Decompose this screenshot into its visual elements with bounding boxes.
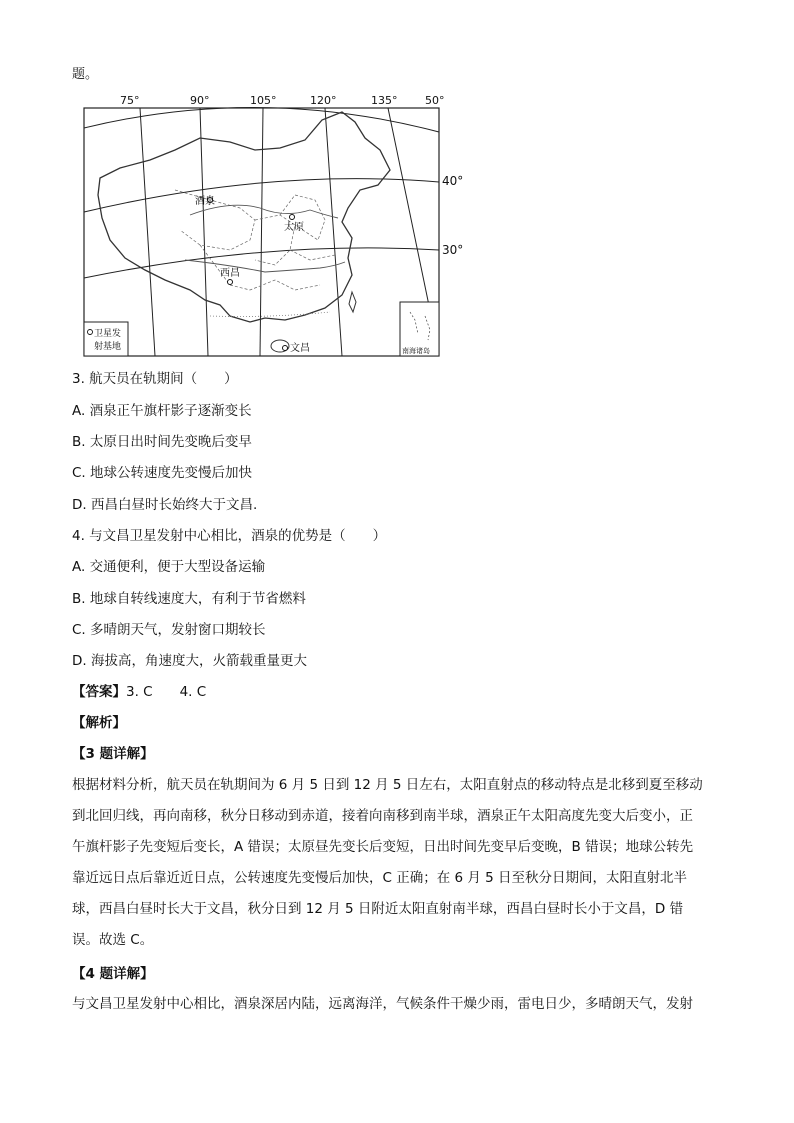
detail4-body xyxy=(72,989,722,1020)
q4-option-c: C. 多晴朗天气，发射窗口期较长 xyxy=(72,622,266,638)
question-fragment: 题。 xyxy=(72,67,99,82)
q4-stem: 4. 与文昌卫星发射中心相比，酒泉的优势是（ ） xyxy=(72,528,387,544)
inset-label: 南海诸岛 xyxy=(402,347,430,355)
detail3-line: 误。故选 C。 xyxy=(72,932,154,948)
detail3-title: 【3 题详解】 xyxy=(72,746,154,762)
lat-label-30: 30° xyxy=(442,243,464,257)
legend-line-1: 卫星发 xyxy=(94,329,122,339)
q4-option-d: D. 海拔高，角速度大，火箭载重量更大 xyxy=(72,653,307,669)
detail3-line: 靠近远日点后靠近近日点，公转速度先变慢后加快，C 正确；在 6 月 5 日至秋分日期间，太阳直射北半 xyxy=(72,870,688,886)
q3-option-c: C. 地球公转速度先变慢后加快 xyxy=(72,465,253,481)
city-taiyuan: 太原 xyxy=(284,222,304,233)
lat-label-40: 40° xyxy=(442,174,464,188)
detail3-line: 午旗杆影子先变短后变长，A 错误；太原昼先变长后变短，日出时间先变早后变晚，B 错误；地球公转先 xyxy=(72,839,694,855)
detail3-line: 根据材料分析，航天员在轨期间为 6 月 5 日到 12 月 5 日左右，太阳直射点的移动特点是北移到夏至移动 xyxy=(72,777,703,793)
lat-label-50: 50° xyxy=(425,94,445,107)
lon-label-135: 135° xyxy=(371,94,398,107)
lon-label-90: 90° xyxy=(190,94,210,107)
answer-text: 3. C 4. C xyxy=(126,684,207,700)
legend-base-symbol xyxy=(88,330,93,335)
detail4-title: 【4 题详解】 xyxy=(72,966,154,982)
detail3-line: 球，西昌白昼时长大于文昌，秋分日到 12 月 5 日附近太阳直射南半球，西昌白昼时长小于文昌，D 错 xyxy=(72,901,684,917)
detail3-body xyxy=(72,770,722,956)
q3-stem: 3. 航天员在轨期间（ ） xyxy=(72,371,238,387)
xichang-marker xyxy=(228,280,233,285)
wenchang-marker xyxy=(283,346,288,351)
answer-label: 【答案】 xyxy=(72,684,126,700)
q3-option-d: D. 西昌白昼时长始终大于文昌. xyxy=(72,497,258,513)
city-jiuquan: 酒泉 xyxy=(195,196,215,207)
answer-row xyxy=(72,683,206,701)
legend-line-2: 射基地 xyxy=(94,342,122,352)
q3-option-a: A. 酒泉正午旗杆影子逐渐变长 xyxy=(72,403,252,419)
city-xichang: 西昌 xyxy=(220,268,240,279)
lon-label-105: 105° xyxy=(250,94,277,107)
city-wenchang: 文昌 xyxy=(290,343,310,354)
lon-label-120: 120° xyxy=(310,94,337,107)
detail4-line: 与文昌卫星发射中心相比，酒泉深居内陆，远离海洋，气候条件干燥少雨，雷电日少，多晴朗天气，发射 xyxy=(72,996,693,1012)
map-svg xyxy=(80,90,450,360)
q4-option-a: A. 交通便利，便于大型设备运输 xyxy=(72,559,266,575)
taiyuan-marker xyxy=(290,215,295,220)
q3-option-b: B. 太原日出时间先变晚后变早 xyxy=(72,434,252,450)
detail3-line: 到北回归线，再向南移，秋分日移动到赤道，接着向南移到南半球，酒泉正午太阳高度先变大后变小，正 xyxy=(72,808,693,824)
analysis-label: 【解析】 xyxy=(72,715,126,731)
china-map-figure xyxy=(80,90,464,360)
q4-option-b: B. 地球自转线速度大，有利于节省燃料 xyxy=(72,591,306,607)
lon-label-75: 75° xyxy=(120,94,140,107)
